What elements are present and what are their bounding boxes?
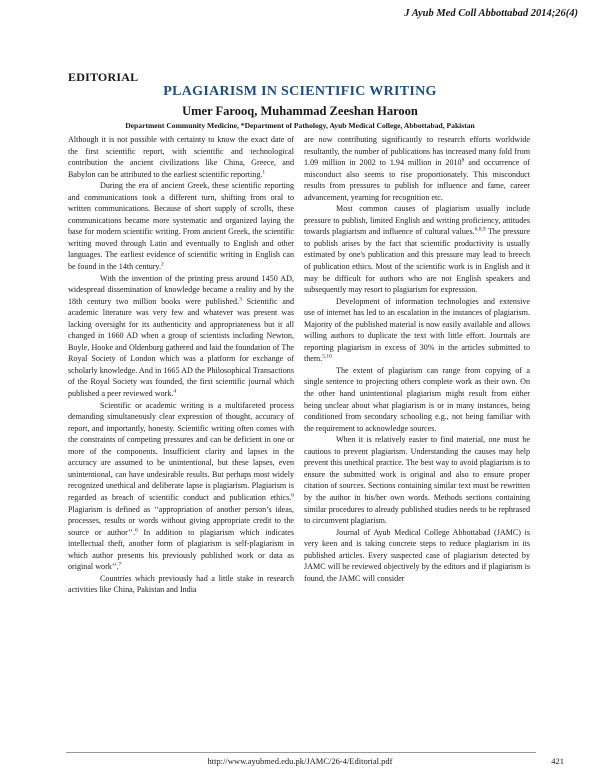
paragraph: During the era of ancient Greek, these scientific reporting and communications took a different turn, shifting from oral to written communications. Because of short supply of scrolls, these communications became more systematic and organized laying the base for modern scientific writing. From ancient Greek, the scientific writing moved through Latin and eventually to English and other languages. The earliest evidence of scientific writing in English can be found in the 14th century.$^2$: [68, 181, 294, 272]
paragraph: Although it is not possible with certainty to know the exact date of the first scientific report, with scientific and technological contribution the ancient civilizations like China, Greece, and Babylon can be attributed to the earliest scientific reporting.$^1$: [68, 135, 294, 179]
footer-url-link[interactable]: http://www.ayubmed.edu.pk/JAMC/26-4/Editorial.pdf: [207, 756, 393, 766]
article-title: PLAGIARISM IN SCIENTIFIC WRITING: [163, 84, 437, 99]
journal-citation-header: J Ayub Med Coll Abbottabad 2014;26(4): [404, 8, 578, 19]
paragraph: Most common causes of plagiarism usually include pressure to publish, limited English and writing proficiency, attitudes towards plagiarism and influence of cultural values.$^{6,8,9}$ The pressure to publish arises by the fact that scientific productivity is usually estimated by one's publication and this pressure may lead to breech of publication ethics. Most of the scientific work is in English and it may be difficult for authors who are not English speakers and subsequently may resort to plagiarism for expression.: [304, 204, 531, 295]
paragraph: With the invention of the printing press around 1450 AD, widespread dissemination of knowledge became a reality and by the 18th century two million books were published.$^3$ Scientific and academic literature was very few and whatever was present was lacking oversight for its authenticity and appropriateness but it all changed in 1660 AD when a group of scientists including Newton, Boyle, Hooke and Oldenburg gathered and laid the foundation of The Royal Society of London which was a platform for exchange of scholarly knowledge. And in 1665 AD the Philosophical Transactions of the Royal Society was founded, the first scientific journal which published a peer reviewed work.$^4$: [68, 273, 294, 399]
paragraph: The extent of plagiarism can range from copying of a single sentence to projecting others complete work as their own. On the other hand unintentional plagiarism might result from either being unclear about what plagiarism is or in many instances, being conditioned from secondary schooling e.g., not being familiar with the requirement to acknowledge sources.: [304, 365, 530, 433]
paragraph: When it is relatively easier to find material, one must be cautious to prevent plagiarism. Understanding the causes may help prevent this unethical practice. The best way to avoid plagiarism is to ensure the submitted work is original and also to ensure proper citation of sources. Sections containing similar text must be rewritten by the author in his/her own words. Methods sections containing similar procedures to already published studies needs to be rephrased to circumvent plagiarism.: [304, 435, 530, 526]
left-column: [68, 134, 294, 596]
paragraph: Countries which previously had a little stake in research activities like China, Pakistan and India: [68, 573, 294, 595]
paragraph: are now contributing significantly to research efforts worldwide resultantly, the number of publications has increased many fold from 1.09 million in 2002 to 1.94 million in 2010$^8$ and occurrence of misconduct also seems to rise proportionately. This misconduct results from pressures to publish for influence and fame, career advancement, yearning for recognition etc.: [304, 135, 530, 202]
paragraph: Development of information technologies and extensive use of internet has led to an escalation in the instances of plagiarism. Majority of the published material is now easily available and allows willing authors to duplicate the text with little effort. Journals are reporting plagiarism in excess of 30% in the articles submitted to them.$^{5,10}$: [304, 296, 530, 364]
page-number: 421: [551, 756, 564, 766]
paragraph: Journal of Ayub Medical College Abbottabad (JAMC) is very keen and is taking concrete steps to reduce plagiarism in its published articles. Every suspected case of plagiarism detected by JAMC will be reviewed objectively by the editors and if plagiarism is found, the JAMC will consider: [304, 527, 530, 583]
paragraph: Scientific or academic writing is a multifaceted process demanding simultaneously clear expression of thought, accuracy of report, and importantly, honesty. Scientific writing often comes with the constraints of competing pressures and can be deficient in one or more of the components. Insufficient clarity and lapses in the accuracy are assumed to be unintentional, but these lapses, even unintentional, can have undesirable results. But perhaps most widely recognized unethical and deliberate lapse is plagiarism. Plagiarism is regarded as breach of scientific conduct and publication ethics.$^6$ Plagiarism is defined as ‘‘appropriation of another person’s ideas, processes, results or words without giving appropriate credit to the source or author’’.$^6$ In addition to plagiarism which indicates intellectual theft, another form of plagiarism is self-plagiarism in which author presents his previously published work or data as original work’’.$^7$: [68, 400, 294, 572]
right-column: [304, 134, 530, 584]
footer-divider: [66, 752, 536, 753]
author-affiliation: Department Community Medicine, *Department of Pathology, Ayub Medical College, Abbottabad, Pakistan: [125, 121, 475, 130]
author-list: Umer Farooq, Muhammad Zeeshan Haroon: [182, 104, 418, 118]
section-label: EDITORIAL: [68, 70, 139, 84]
